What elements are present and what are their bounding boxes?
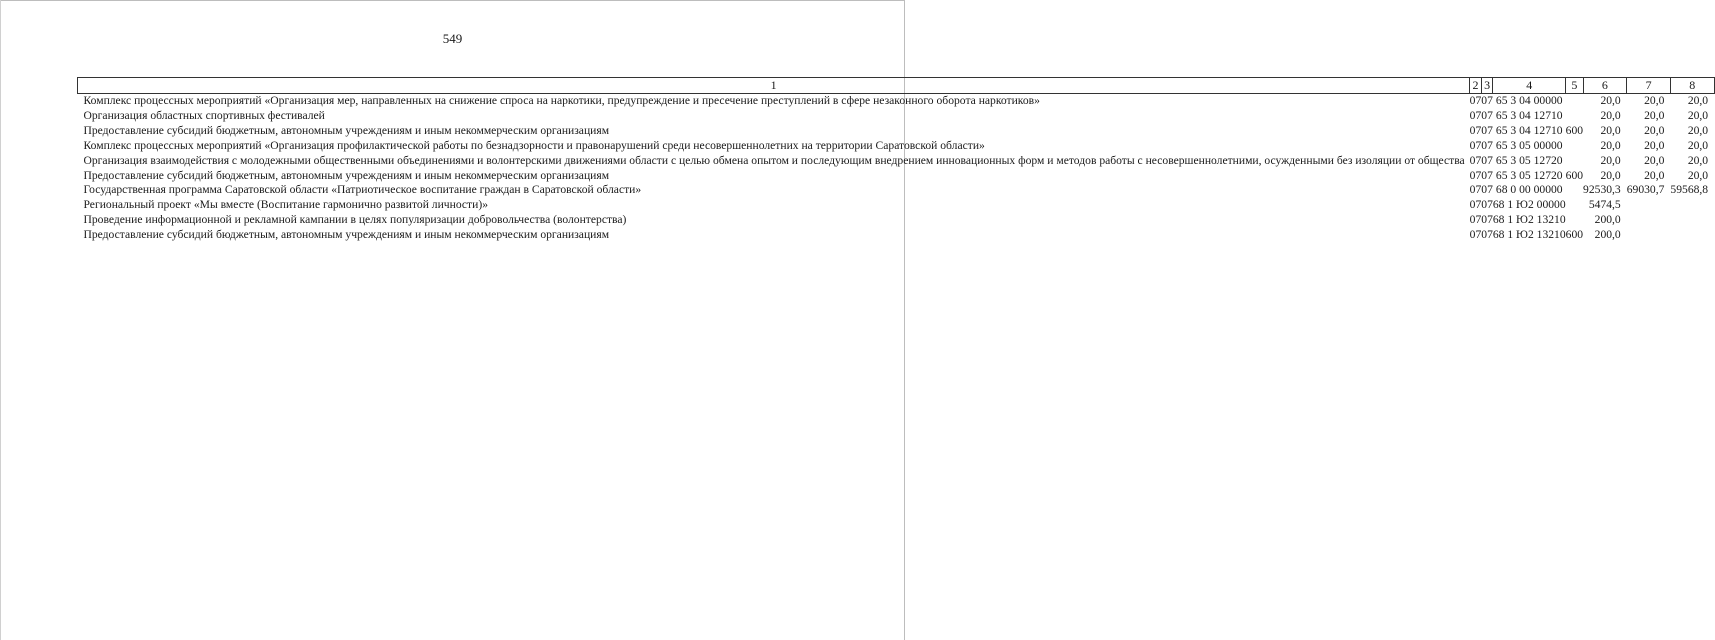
expense-type-code: [1566, 154, 1583, 169]
amount-year-1: 5474,5: [1588, 198, 1621, 212]
target-article-code: 65 3 04 12710: [1495, 123, 1563, 137]
subsection-code: 07: [1481, 213, 1493, 227]
expense-type-code: [1566, 109, 1583, 124]
amount-year-2: 20,0: [1644, 138, 1665, 152]
amount-year-3: 20,0: [1687, 123, 1709, 137]
table-row: [78, 228, 1715, 243]
amount-year-1: 92530,3: [1583, 183, 1621, 197]
row-name: Предоставление субсидий бюджетным, автономным учреждениям и иным некоммерческим организациям: [83, 168, 610, 182]
amount-year-1: 200,0: [1594, 228, 1621, 242]
column-header: 8: [1670, 78, 1714, 94]
table-row: [78, 154, 1715, 169]
subsection-code: 07: [1481, 168, 1493, 182]
budget-table: [77, 77, 1715, 243]
section-code: 07: [1469, 168, 1482, 182]
page-edge-left: [0, 0, 1, 640]
expense-type-code: [1566, 139, 1583, 154]
table-row: [78, 213, 1715, 228]
amount-year-2: [1627, 228, 1671, 243]
section-code: 07: [1469, 138, 1482, 152]
target-article-code: 65 3 05 12720: [1495, 153, 1563, 167]
amount-year-2: [1627, 213, 1671, 228]
amount-year-2: 20,0: [1644, 153, 1665, 167]
page-edge-top: [0, 0, 905, 1]
amount-year-3: 20,0: [1687, 108, 1709, 122]
subsection-code: 07: [1481, 138, 1493, 152]
subsection-code: 07: [1481, 123, 1493, 137]
amount-year-3: 59568,8: [1670, 183, 1709, 197]
table-row: [78, 94, 1715, 109]
target-article-code: 65 3 05 12720: [1495, 168, 1563, 182]
column-header: 1: [78, 78, 1470, 94]
amount-year-3: [1670, 213, 1714, 228]
amount-year-1: 20,0: [1600, 168, 1621, 182]
expense-type-code: [1566, 213, 1583, 228]
table-body: [78, 94, 1715, 244]
amount-year-2: 69030,7: [1626, 183, 1665, 197]
section-code: 07: [1469, 198, 1482, 212]
section-code: 07: [1469, 108, 1482, 122]
table-row: [78, 183, 1715, 198]
target-article-code: 68 1 Ю2 13210: [1492, 228, 1566, 242]
target-article-code: 65 3 04 00000: [1495, 94, 1563, 107]
table-row: [78, 109, 1715, 124]
row-name: Комплекс процессных мероприятий «Организация мер, направленных на снижение спроса на наркотики, предупреждение и пресечение преступлений в сфере незаконного оборота наркотиков»: [83, 94, 1040, 107]
row-name: Организация взаимодействия с молодежными общественными объединениями и волонтерскими движениями области с целью обмена опытом и последующим внедрением инновационных форм и методов работы с несовершеннолетними, осужденными без изоляции от общества: [83, 153, 1465, 167]
amount-year-1: 20,0: [1600, 94, 1621, 107]
amount-year-3: 20,0: [1687, 153, 1709, 167]
table-header-row: [78, 78, 1715, 94]
row-name: Предоставление субсидий бюджетным, автономным учреждениям и иным некоммерческим организациям: [83, 123, 610, 137]
target-article-code: 65 3 04 12710: [1495, 108, 1563, 122]
column-header: 3: [1481, 78, 1493, 94]
target-article-code: 65 3 05 00000: [1495, 138, 1563, 152]
expense-type-code: 600: [1565, 123, 1584, 137]
amount-year-1: 20,0: [1600, 123, 1621, 137]
section-code: 07: [1469, 213, 1482, 227]
amount-year-2: 20,0: [1644, 94, 1665, 107]
subsection-code: 07: [1481, 183, 1493, 197]
row-name: Организация областных спортивных фестивалей: [83, 108, 325, 122]
page-number: 549: [442, 31, 463, 46]
amount-year-1: 20,0: [1600, 153, 1621, 167]
section-code: 07: [1469, 94, 1482, 107]
row-name: Региональный проект «Мы вместе (Воспитание гармонично развитой личности)»: [83, 198, 488, 212]
table-row: [78, 124, 1715, 139]
section-code: 07: [1469, 123, 1482, 137]
amount-year-3: [1670, 198, 1714, 213]
target-article-code: 68 0 00 00000: [1495, 183, 1563, 197]
amount-year-3: 20,0: [1687, 168, 1709, 182]
row-name: Проведение информационной и рекламной кампании в целях популяризации добровольчества (волонтерства): [83, 213, 627, 227]
column-header: 2: [1470, 78, 1482, 94]
amount-year-3: [1670, 228, 1714, 243]
expense-type-code: [1566, 183, 1583, 198]
table-row: [78, 198, 1715, 213]
target-article-code: 68 1 Ю2 13210: [1492, 213, 1566, 227]
section-code: 07: [1469, 228, 1482, 242]
subsection-code: 07: [1481, 198, 1493, 212]
expense-type-code: 600: [1565, 228, 1584, 242]
amount-year-2: [1627, 198, 1671, 213]
amount-year-3: 20,0: [1687, 94, 1709, 107]
row-name: Государственная программа Саратовской области «Патриотическое воспитание граждан в Саратовской области»: [83, 183, 642, 197]
subsection-code: 07: [1481, 228, 1493, 242]
row-name: Комплекс процессных мероприятий «Организация профилактической работы по безнадзорности и правонарушений среди несовершеннолетних на территории Саратовской области»: [83, 138, 985, 152]
column-header: 5: [1566, 78, 1583, 94]
amount-year-2: 20,0: [1644, 123, 1665, 137]
section-code: 07: [1469, 153, 1482, 167]
amount-year-1: 20,0: [1600, 138, 1621, 152]
table-row: [78, 139, 1715, 154]
subsection-code: 07: [1481, 94, 1493, 107]
table-row: [78, 169, 1715, 184]
amount-year-1: 20,0: [1600, 108, 1621, 122]
expense-type-code: [1566, 198, 1583, 213]
column-header: 7: [1627, 78, 1671, 94]
expense-type-code: [1566, 94, 1583, 109]
amount-year-2: 20,0: [1644, 108, 1665, 122]
subsection-code: 07: [1481, 108, 1493, 122]
amount-year-1: 200,0: [1594, 213, 1621, 227]
amount-year-3: 20,0: [1687, 138, 1709, 152]
amount-year-2: 20,0: [1644, 168, 1665, 182]
target-article-code: 68 1 Ю2 00000: [1492, 198, 1566, 212]
column-header: 4: [1493, 78, 1566, 94]
subsection-code: 07: [1481, 153, 1493, 167]
section-code: 07: [1469, 183, 1482, 197]
row-name: Предоставление субсидий бюджетным, автономным учреждениям и иным некоммерческим организациям: [83, 228, 610, 242]
column-header: 6: [1583, 78, 1627, 94]
expense-type-code: 600: [1565, 168, 1584, 182]
